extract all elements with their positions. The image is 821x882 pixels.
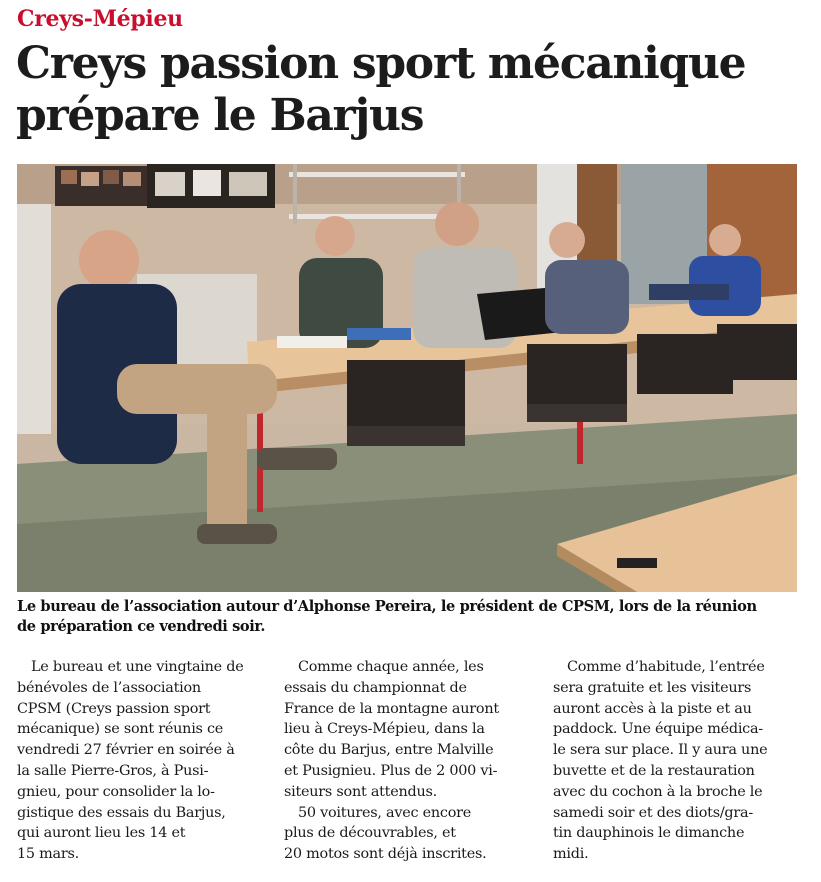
text-line: vendredi 27 février en soirée à [17, 742, 235, 759]
text-line: essais du championnat de [284, 679, 467, 696]
text-line: 15 mars. [17, 846, 79, 863]
text-line: Comme chaque année, les [298, 659, 484, 675]
text-line: auront accès à la piste et au [553, 700, 752, 717]
text-line: la salle Pierre-Gros, à Pusi- [17, 762, 209, 779]
text-line: mécanique) se sont réunis ce [17, 721, 224, 738]
text-line: 20 motos sont déjà inscrites. [284, 846, 487, 863]
text-line: le sera sur place. Il y aura une [553, 742, 768, 759]
paragraph [17, 657, 267, 865]
text-line: Le bureau et une vingtaine de [31, 659, 244, 675]
text-line: 50 voitures, avec encore [298, 804, 472, 821]
text-line: siteurs sont attendus. [284, 783, 437, 800]
meeting-photo-illustration [17, 164, 797, 592]
text-line: gistique des essais du Barjus, [17, 804, 226, 821]
photo-caption [17, 597, 807, 637]
text-line: gnieu, pour consolider la lo- [17, 783, 215, 800]
section-kicker: Creys-Mépieu [17, 6, 183, 32]
text-line: paddock. Une équipe médica- [553, 721, 763, 738]
article-photo [17, 164, 797, 592]
paragraph [284, 803, 534, 865]
text-line: CPSM (Creys passion sport [17, 700, 211, 717]
paragraph [284, 657, 534, 803]
text-line: avec du cochon à la broche le [553, 783, 763, 800]
article-headline [16, 38, 806, 142]
headline-line: prépare le Barjus [16, 90, 424, 141]
body-column-3 [553, 657, 803, 865]
body-column-1 [17, 657, 267, 865]
text-line: tin dauphinois le dimanche [553, 825, 745, 842]
headline-line: Creys passion sport mécanique [16, 38, 746, 89]
text-line: et Pusignieu. Plus de 2 000 vi- [284, 762, 498, 779]
text-line: bénévoles de l’association [17, 679, 201, 696]
text-line: buvette et de la restauration [553, 762, 755, 779]
text-line: Comme d’habitude, l’entrée [567, 659, 765, 675]
text-line: qui auront lieu les 14 et [17, 825, 186, 842]
text-line: France de la montagne auront [284, 700, 499, 717]
text-line: lieu à Creys-Mépieu, dans la [284, 721, 485, 738]
body-column-2 [284, 657, 534, 865]
text-line: sera gratuite et les visiteurs [553, 679, 752, 696]
text-line: côte du Barjus, entre Malville [284, 742, 494, 759]
text-line: plus de découvrables, et [284, 825, 456, 842]
caption-line: Le bureau de l’association autour d’Alphonse Pereira, le président de CPSM, lors de la réunion [17, 598, 757, 615]
caption-line: de préparation ce vendredi soir. [17, 618, 266, 635]
text-line: midi. [553, 846, 589, 863]
text-line: samedi soir et des diots/gra- [553, 804, 753, 821]
paragraph [553, 657, 803, 865]
